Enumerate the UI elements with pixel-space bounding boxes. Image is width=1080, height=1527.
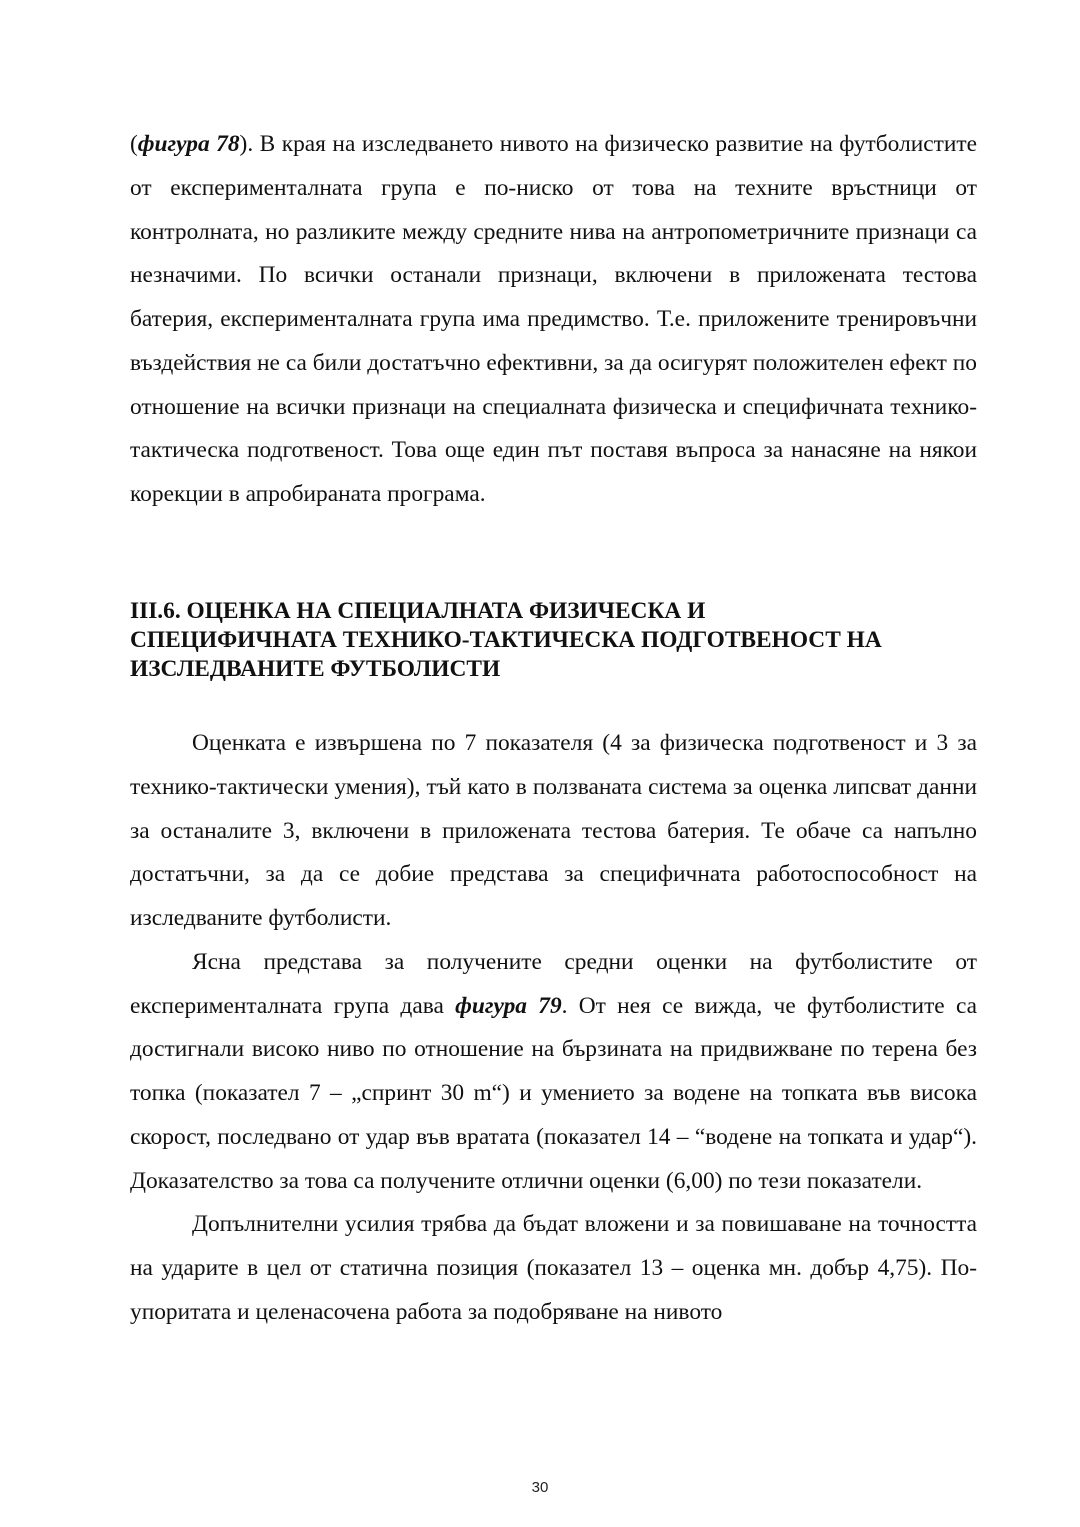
section-heading-line-3: ИЗСЛЕДВАНИТЕ ФУТБОЛИСТИ xyxy=(130,656,501,682)
section-heading-block xyxy=(130,597,977,684)
section-heading-line-2: СПЕЦИФИЧНАТА ТЕХНИКО-ТАКТИЧЕСКА ПОДГОТВЕНОСТ НА xyxy=(130,627,882,653)
section-paragraph-1: Оценката е извършена по 7 показателя (4 за физическа подготвеност и 3 за технико-тактически умения), тъй като в ползваната система за оценка липсват данни за останалите 3, включени в приложената тестова батерия. Те обаче са напълно достатъчни, за да се добие представа за специфичната работоспособност на изследваните футболисти. xyxy=(130,730,977,931)
intro-paren-open: ( xyxy=(130,131,138,157)
section-paragraph-2 xyxy=(130,941,977,1204)
figure-78-reference: фигура 78 xyxy=(137,131,240,157)
section-heading xyxy=(130,597,977,684)
intro-paragraph-text: ). В края на изследването нивото на физическо развитие на футболистите от експерименталната група е по-ниско от това на техните връстници от контролната, но разликите между средните нива на антропометричните признаци са незначими. По всички останали признаци, включени в приложената тестова батерия, експерименталната група има предимство. Т.е. приложените тренировъчни въздействия не са били достатъчно ефективни, за да осигурят положителен ефект по отношение на всички признаци на специалната физическа и специфичната технико-тактическа подготвеност. Това още един път поставя въпроса за нанасяне на някои корекции в апробираната програма. xyxy=(130,131,977,507)
paragraph-2-text-before: Ясна представа за получените средни оценки на футболистите от експерименталната група дава xyxy=(130,948,977,1019)
section-body xyxy=(130,722,977,1335)
intro-paragraph xyxy=(130,123,977,517)
page-number: 30 xyxy=(531,1479,549,1496)
figure-79-reference: фигура 79 xyxy=(455,992,562,1019)
page-content xyxy=(130,123,977,1325)
paragraph-2-text-after: . От нея се вижда, че футболистите са достигнали високо ниво по отношение на бързината на придвижване по терена без топка (показател 7 – „спринт 30 m“) и умението за водене на топката във висока скорост, последвано от удар във вратата (показател 14 – “водене на топката и удар“). Доказателство за това са получените отлични оценки (6,00) по тези показатели. xyxy=(130,992,977,1194)
section-heading-line-1: III.6. ОЦЕНКА НА СПЕЦИАЛНАТА ФИЗИЧЕСКА И xyxy=(130,598,706,624)
section-paragraph-3: Допълнителни усилия трябва да бъдат вложени и за повишаване на точността на ударите в цел от статична позиция (показател 13 – оценка мн. добър 4,75). По-упоритата и целенасочена работа за подобряване на нивото xyxy=(130,1211,977,1325)
